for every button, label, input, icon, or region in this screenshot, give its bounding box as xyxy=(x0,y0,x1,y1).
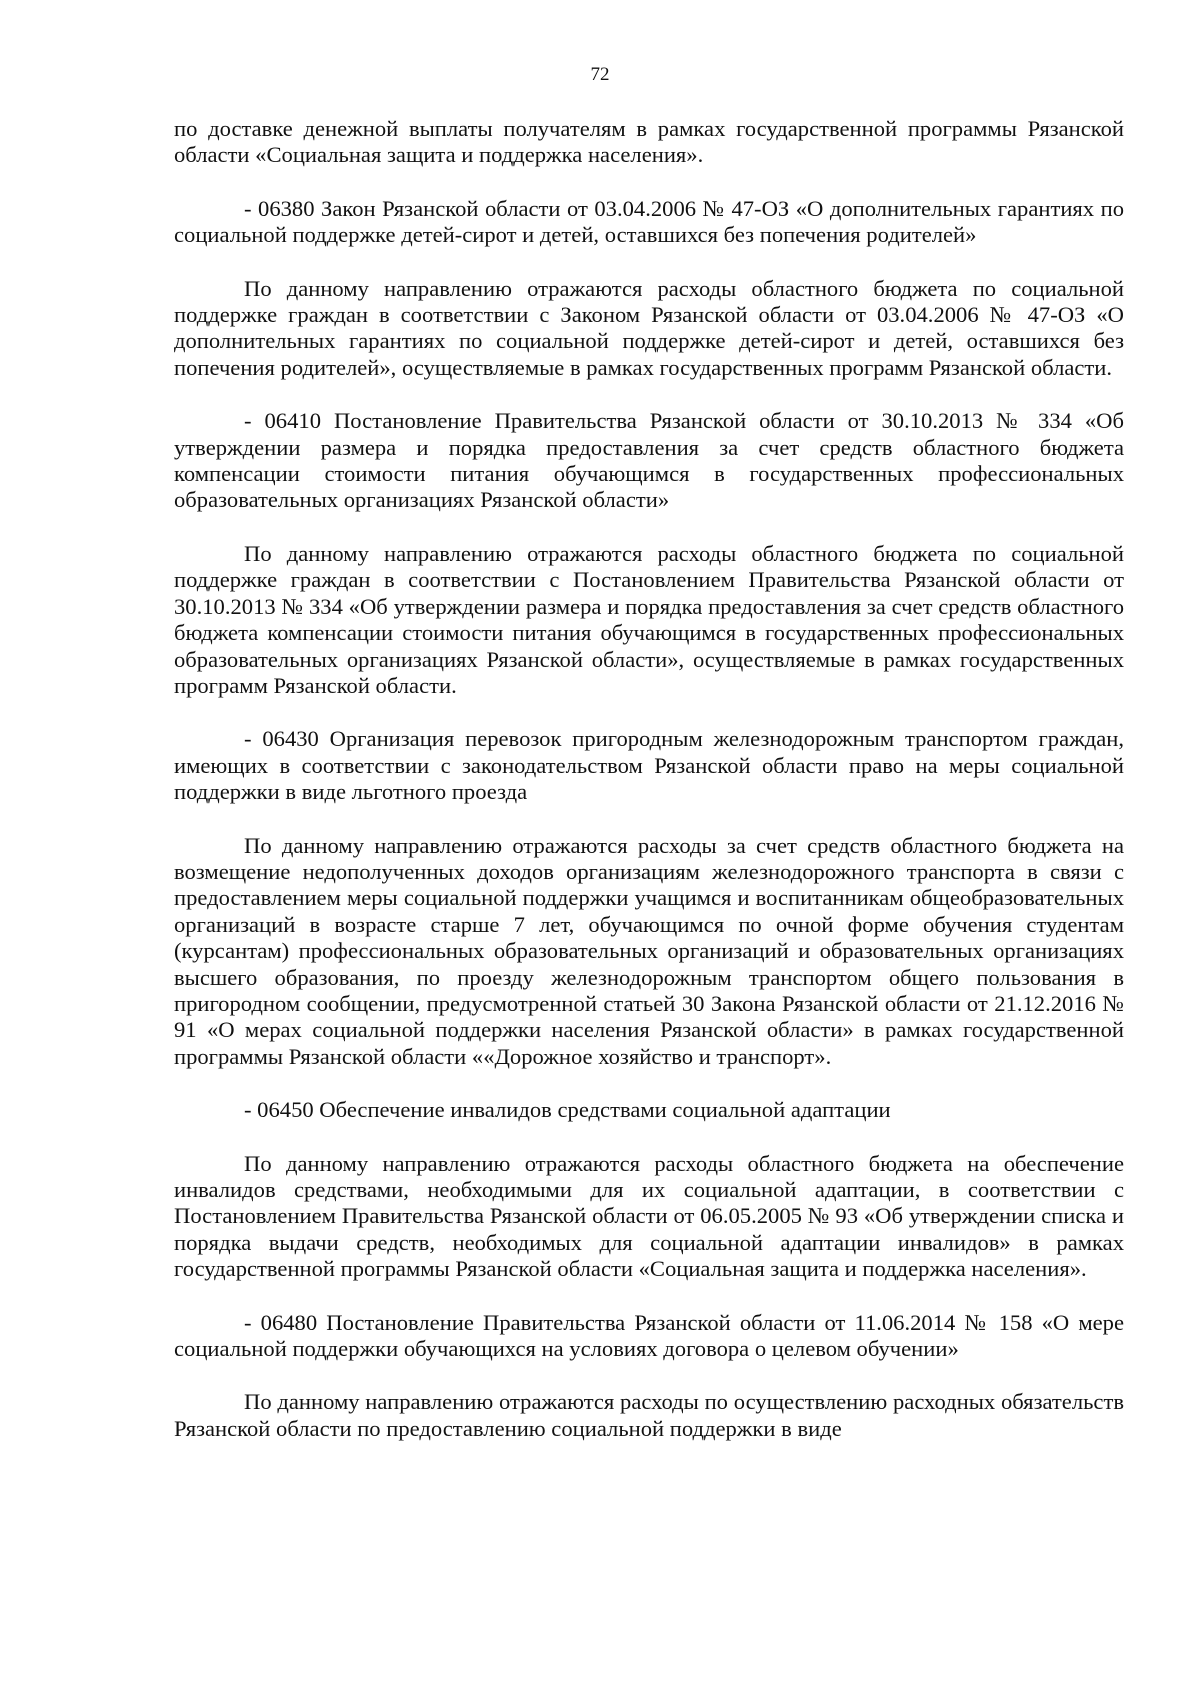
paragraph-continuation: по доставке денежной выплаты получателям в рамках государственной программы Рязанской области «Социальная защита и поддержка населения». xyxy=(174,116,1124,168)
item-06480-heading: - 06480 Постановление Правительства Рязанской области от 11.06.2014 № 158 «О мере социальной поддержки обучающихся на условиях договора о целевом обучении» xyxy=(174,1309,1124,1362)
item-06380-description: По данному направлению отражаются расходы областного бюджета по социальной поддержке граждан в соответствии с Законом Рязанской области от 03.04.2006 № 47-ОЗ «О дополнительных гарантиях по социальной поддержке детей-сирот и детей, оставшихся без попечения родителей», осуществляемые в рамках государственных программ Рязанской области. xyxy=(174,275,1124,380)
document-body xyxy=(174,116,1124,1442)
item-06450-description: По данному направлению отражаются расходы областного бюджета на обеспечение инвалидов средствами, необходимыми для их социальной адаптации, в соответствии с Постановлением Правительства Рязанской области от 06.05.2005 № 93 «Об утверждении списка и порядка выдачи средств, необходимых для социальной адаптации инвалидов» в рамках государственной программы Рязанской области «Социальная защита и поддержка населения». xyxy=(174,1150,1124,1282)
item-06430-heading: - 06430 Организация перевозок пригородным железнодорожным транспортом граждан, имеющих в соответствии с законодательством Рязанской области право на меры социальной поддержки в виде льготного проезда xyxy=(174,726,1124,805)
item-06380-heading: - 06380 Закон Рязанской области от 03.04.2006 № 47-ОЗ «О дополнительных гарантиях по социальной поддержке детей-сирот и детей, оставшихся без попечения родителей» xyxy=(174,195,1124,248)
page-number: 72 xyxy=(590,64,610,85)
item-06410-description: По данному направлению отражаются расходы областного бюджета по социальной поддержке граждан в соответствии с Постановлением Правительства Рязанской области от 30.10.2013 № 334 «Об утверждении размера и порядка предоставления за счет средств областного бюджета компенсации стоимости питания обучающимся в государственных профессиональных образовательных организациях Рязанской области», осуществляемые в рамках государственных программ Рязанской области. xyxy=(174,540,1124,698)
item-06450-heading: - 06450 Обеспечение инвалидов средствами социальной адаптации xyxy=(244,1097,891,1123)
item-06480-description: По данному направлению отражаются расходы по осуществлению расходных обязательств Рязанской области по предоставлению социальной поддержки в виде xyxy=(174,1389,1124,1441)
item-06410-heading: - 06410 Постановление Правительства Рязанской области от 30.10.2013 № 334 «Об утверждении размера и порядка предоставления за счет средств областного бюджета компенсации стоимости питания обучающимся в государственных профессиональных образовательных организациях Рязанской области» xyxy=(174,408,1124,513)
item-06430-description: По данному направлению отражаются расходы за счет средств областного бюджета на возмещение недополученных доходов организациям железнодорожного транспорта в связи с предоставлением меры социальной поддержки учащимся и воспитанникам общеобразовательных организаций в возрасте старше 7 лет, обучающимся по очной форме обучения студентам (курсантам) профессиональных образовательных организаций и образовательных организациях высшего образования, по проезду железнодорожным транспортом общего пользования в пригородном сообщении, предусмотренной статьей 30 Закона Рязанской области от 21.12.2016 № 91 «О мерах социальной поддержки населения Рязанской области» в рамках государственной программы Рязанской области ««Дорожное хозяйство и транспорт». xyxy=(174,832,1124,1069)
